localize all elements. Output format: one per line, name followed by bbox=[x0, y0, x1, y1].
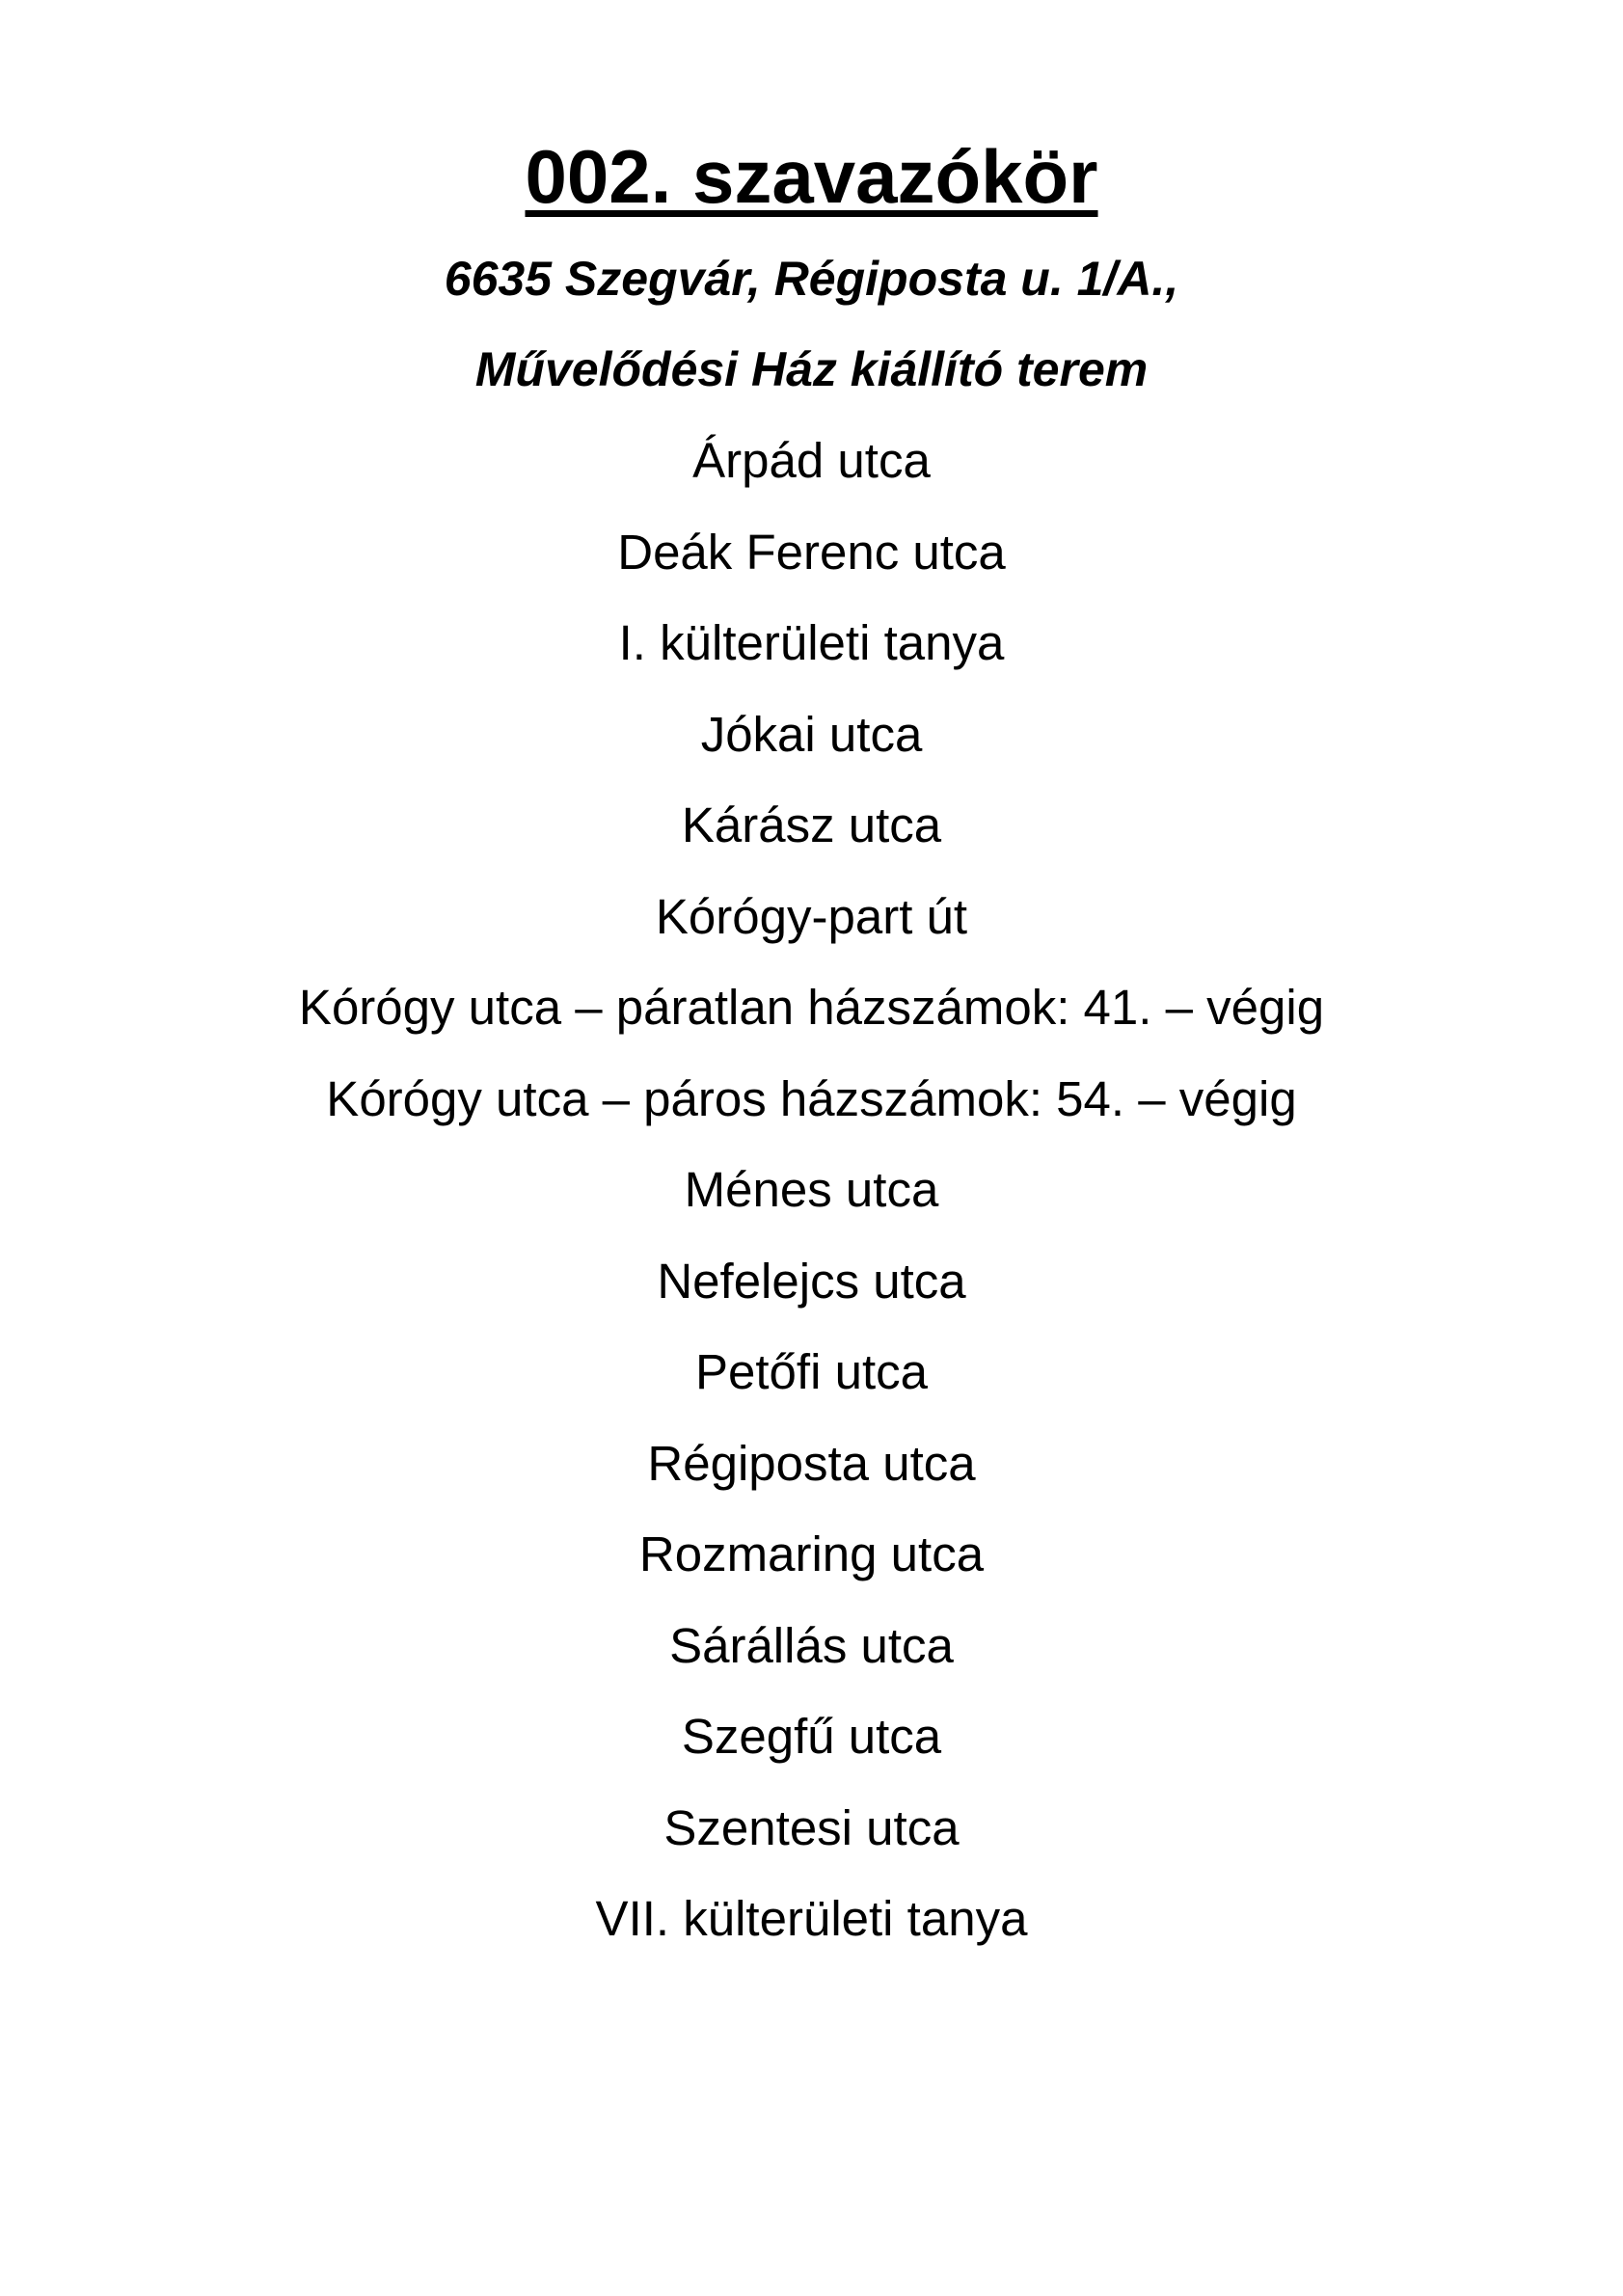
street-item: Kórógy utca – páratlan házszámok: 41. – végig bbox=[298, 980, 1325, 1035]
street-item: Rozmaring utca bbox=[638, 1526, 985, 1581]
street-item: Ménes utca bbox=[684, 1162, 939, 1217]
street-item: I. külterületi tanya bbox=[618, 615, 1005, 670]
street-item: Jókai utca bbox=[700, 706, 923, 762]
street-item: Petőfi utca bbox=[695, 1344, 928, 1399]
polling-district-title bbox=[0, 133, 1623, 220]
street-item: Szegfű utca bbox=[681, 1709, 942, 1764]
polling-station-venue: Művelődési Ház kiállító terem bbox=[474, 342, 1149, 396]
street-item: Régiposta utca bbox=[647, 1435, 976, 1491]
street-item: Árpád utca bbox=[692, 433, 931, 488]
street-item: VII. külterületi tanya bbox=[595, 1891, 1028, 1946]
street-item: Sárállás utca bbox=[669, 1617, 954, 1673]
title-text: 002. szavazókör bbox=[525, 134, 1098, 219]
polling-station-address: 6635 Szegvár, Régiposta u. 1/A., bbox=[444, 252, 1179, 306]
street-item: Kórógy utca – páros házszámok: 54. – végig bbox=[326, 1070, 1297, 1126]
street-item: Kórógy-part út bbox=[655, 888, 968, 944]
street-list bbox=[0, 432, 1623, 1982]
street-item: Szentesi utca bbox=[663, 1799, 960, 1855]
street-item: Deák Ferenc utca bbox=[617, 524, 1006, 580]
street-item: Kárász utca bbox=[681, 797, 942, 852]
street-item: Nefelejcs utca bbox=[657, 1253, 966, 1309]
